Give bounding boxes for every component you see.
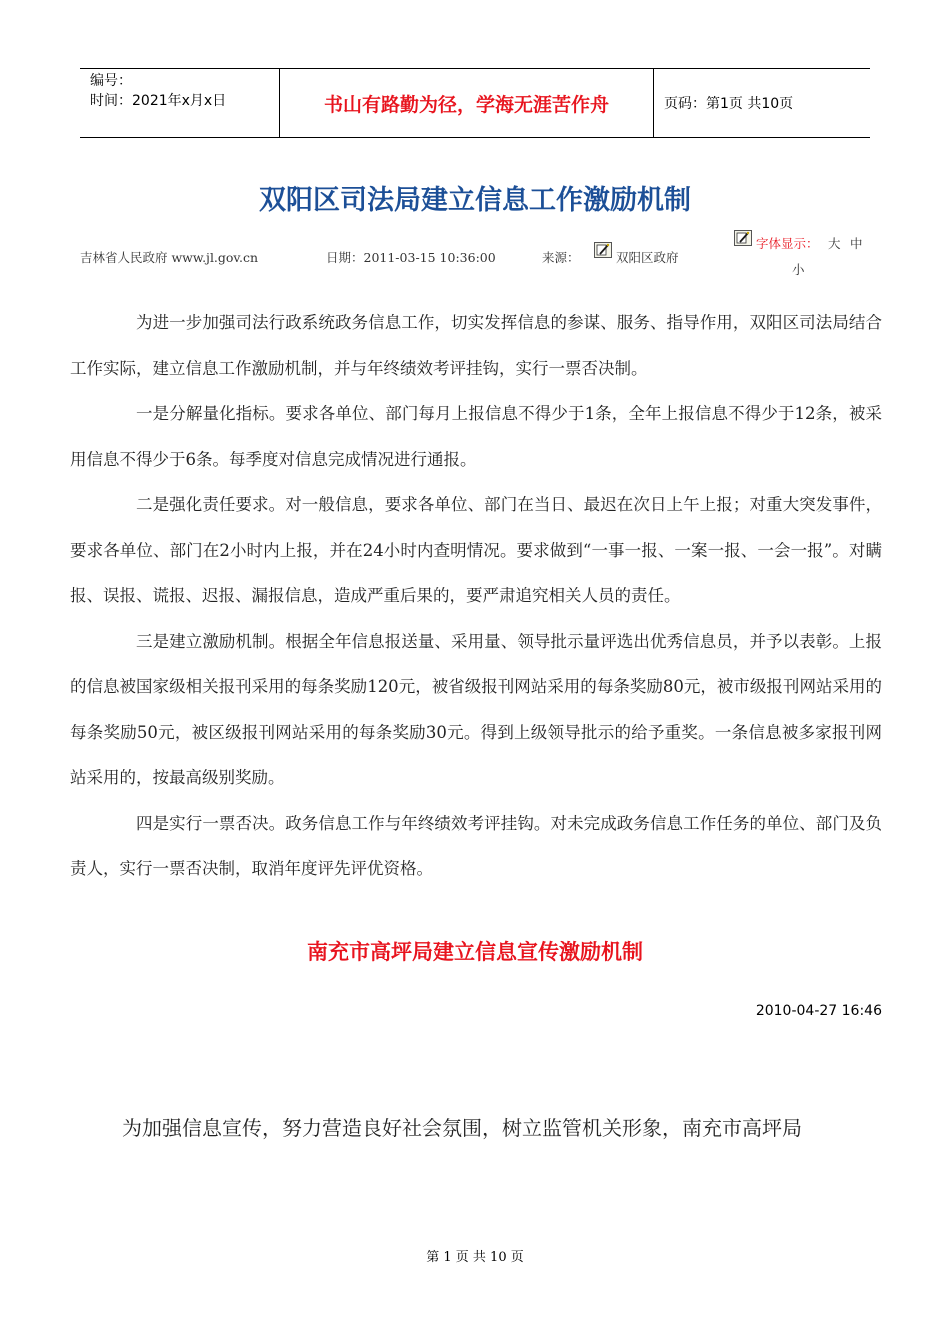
- article-meta: [80, 236, 880, 288]
- header-table: [80, 68, 870, 138]
- article-paragraph: 三是建立激励机制。根据全年信息报送量、采用量、领导批示量评选出优秀信息员，并予以表彰。上报的信息被国家级相关报刊采用的每条奖励120元，被省级报刊网站采用的每条奖励80元，被市级报刊网站采用的每条奖励50元，被区级报刊网站采用的每条奖励30元。得到上级领导批示的给予重奖。一条信息被多家报刊网站采用的，按最高级别奖励。: [70, 631, 882, 787]
- article-paragraph: 四是实行一票否决。政务信息工作与年终绩效考评挂钩。对未完成政务信息工作任务的单位、部门及负责人，实行一票否决制，取消年度评先评优资格。: [70, 813, 882, 878]
- font-size-label: 字体显示：: [756, 236, 819, 251]
- article-body-1: [70, 300, 882, 892]
- article-body-2: [70, 1108, 882, 1148]
- pen-paper-icon: [594, 242, 612, 258]
- meta-date: 日期：2011-03-15 10:36:00: [326, 250, 496, 265]
- document-number-label: 编号：: [90, 73, 132, 89]
- header-motto: 书山有路勤为径，学海无涯苦作舟: [280, 69, 654, 137]
- meta-source-name[interactable]: 双阳区政府: [616, 250, 679, 265]
- article-paragraph: 二是强化责任要求。对一般信息，要求各单位、部门在当日、最迟在次日上午上报；对重大突发事件，要求各单位、部门在2小时内上报，并在24小时内查明情况。要求做到“一事一报、一案一报、一会一报”。对瞒报、误报、谎报、迟报、漏报信息，造成严重后果的，要严肃追究相关人员的责任。: [70, 495, 882, 605]
- header-page-info: 页码：第1页 共10页: [664, 96, 794, 112]
- font-size-large-link[interactable]: 大: [828, 236, 841, 251]
- article-paragraph: 为进一步加强司法行政系统政务信息工作，切实发挥信息的参谋、服务、指导作用，双阳区司法局结合工作实际，建立信息工作激励机制，并与年终绩效考评挂钩，实行一票否决制。: [70, 313, 882, 378]
- header-left-cell: [80, 69, 280, 137]
- article-paragraph: 一是分解量化指标。要求各单位、部门每月上报信息不得少于1条，全年上报信息不得少于12条，被采用信息不得少于6条。每季度对信息完成情况进行通报。: [70, 404, 882, 469]
- meta-publisher: 吉林省人民政府 www.jl.gov.cn: [80, 250, 259, 265]
- article-date-2: 2010-04-27 16:46: [755, 1003, 882, 1019]
- pen-paper-icon: [734, 230, 752, 246]
- font-size-medium-link[interactable]: 中: [850, 236, 863, 251]
- article-title-2: 南充市高坪局建立信息宣传激励机制: [307, 939, 643, 964]
- meta-source-label: 来源：: [542, 250, 580, 265]
- page-footer: 第 1 页 共 10 页: [426, 1250, 524, 1265]
- article-title-1: 双阳区司法局建立信息工作激励机制: [259, 185, 691, 216]
- document-time-label: 时间：2021年x月x日: [90, 93, 227, 109]
- article-paragraph: 为加强信息宣传，努力营造良好社会氛围，树立监管机关形象，南充市高坪局: [122, 1116, 802, 1140]
- font-size-small-link[interactable]: 小: [792, 262, 805, 277]
